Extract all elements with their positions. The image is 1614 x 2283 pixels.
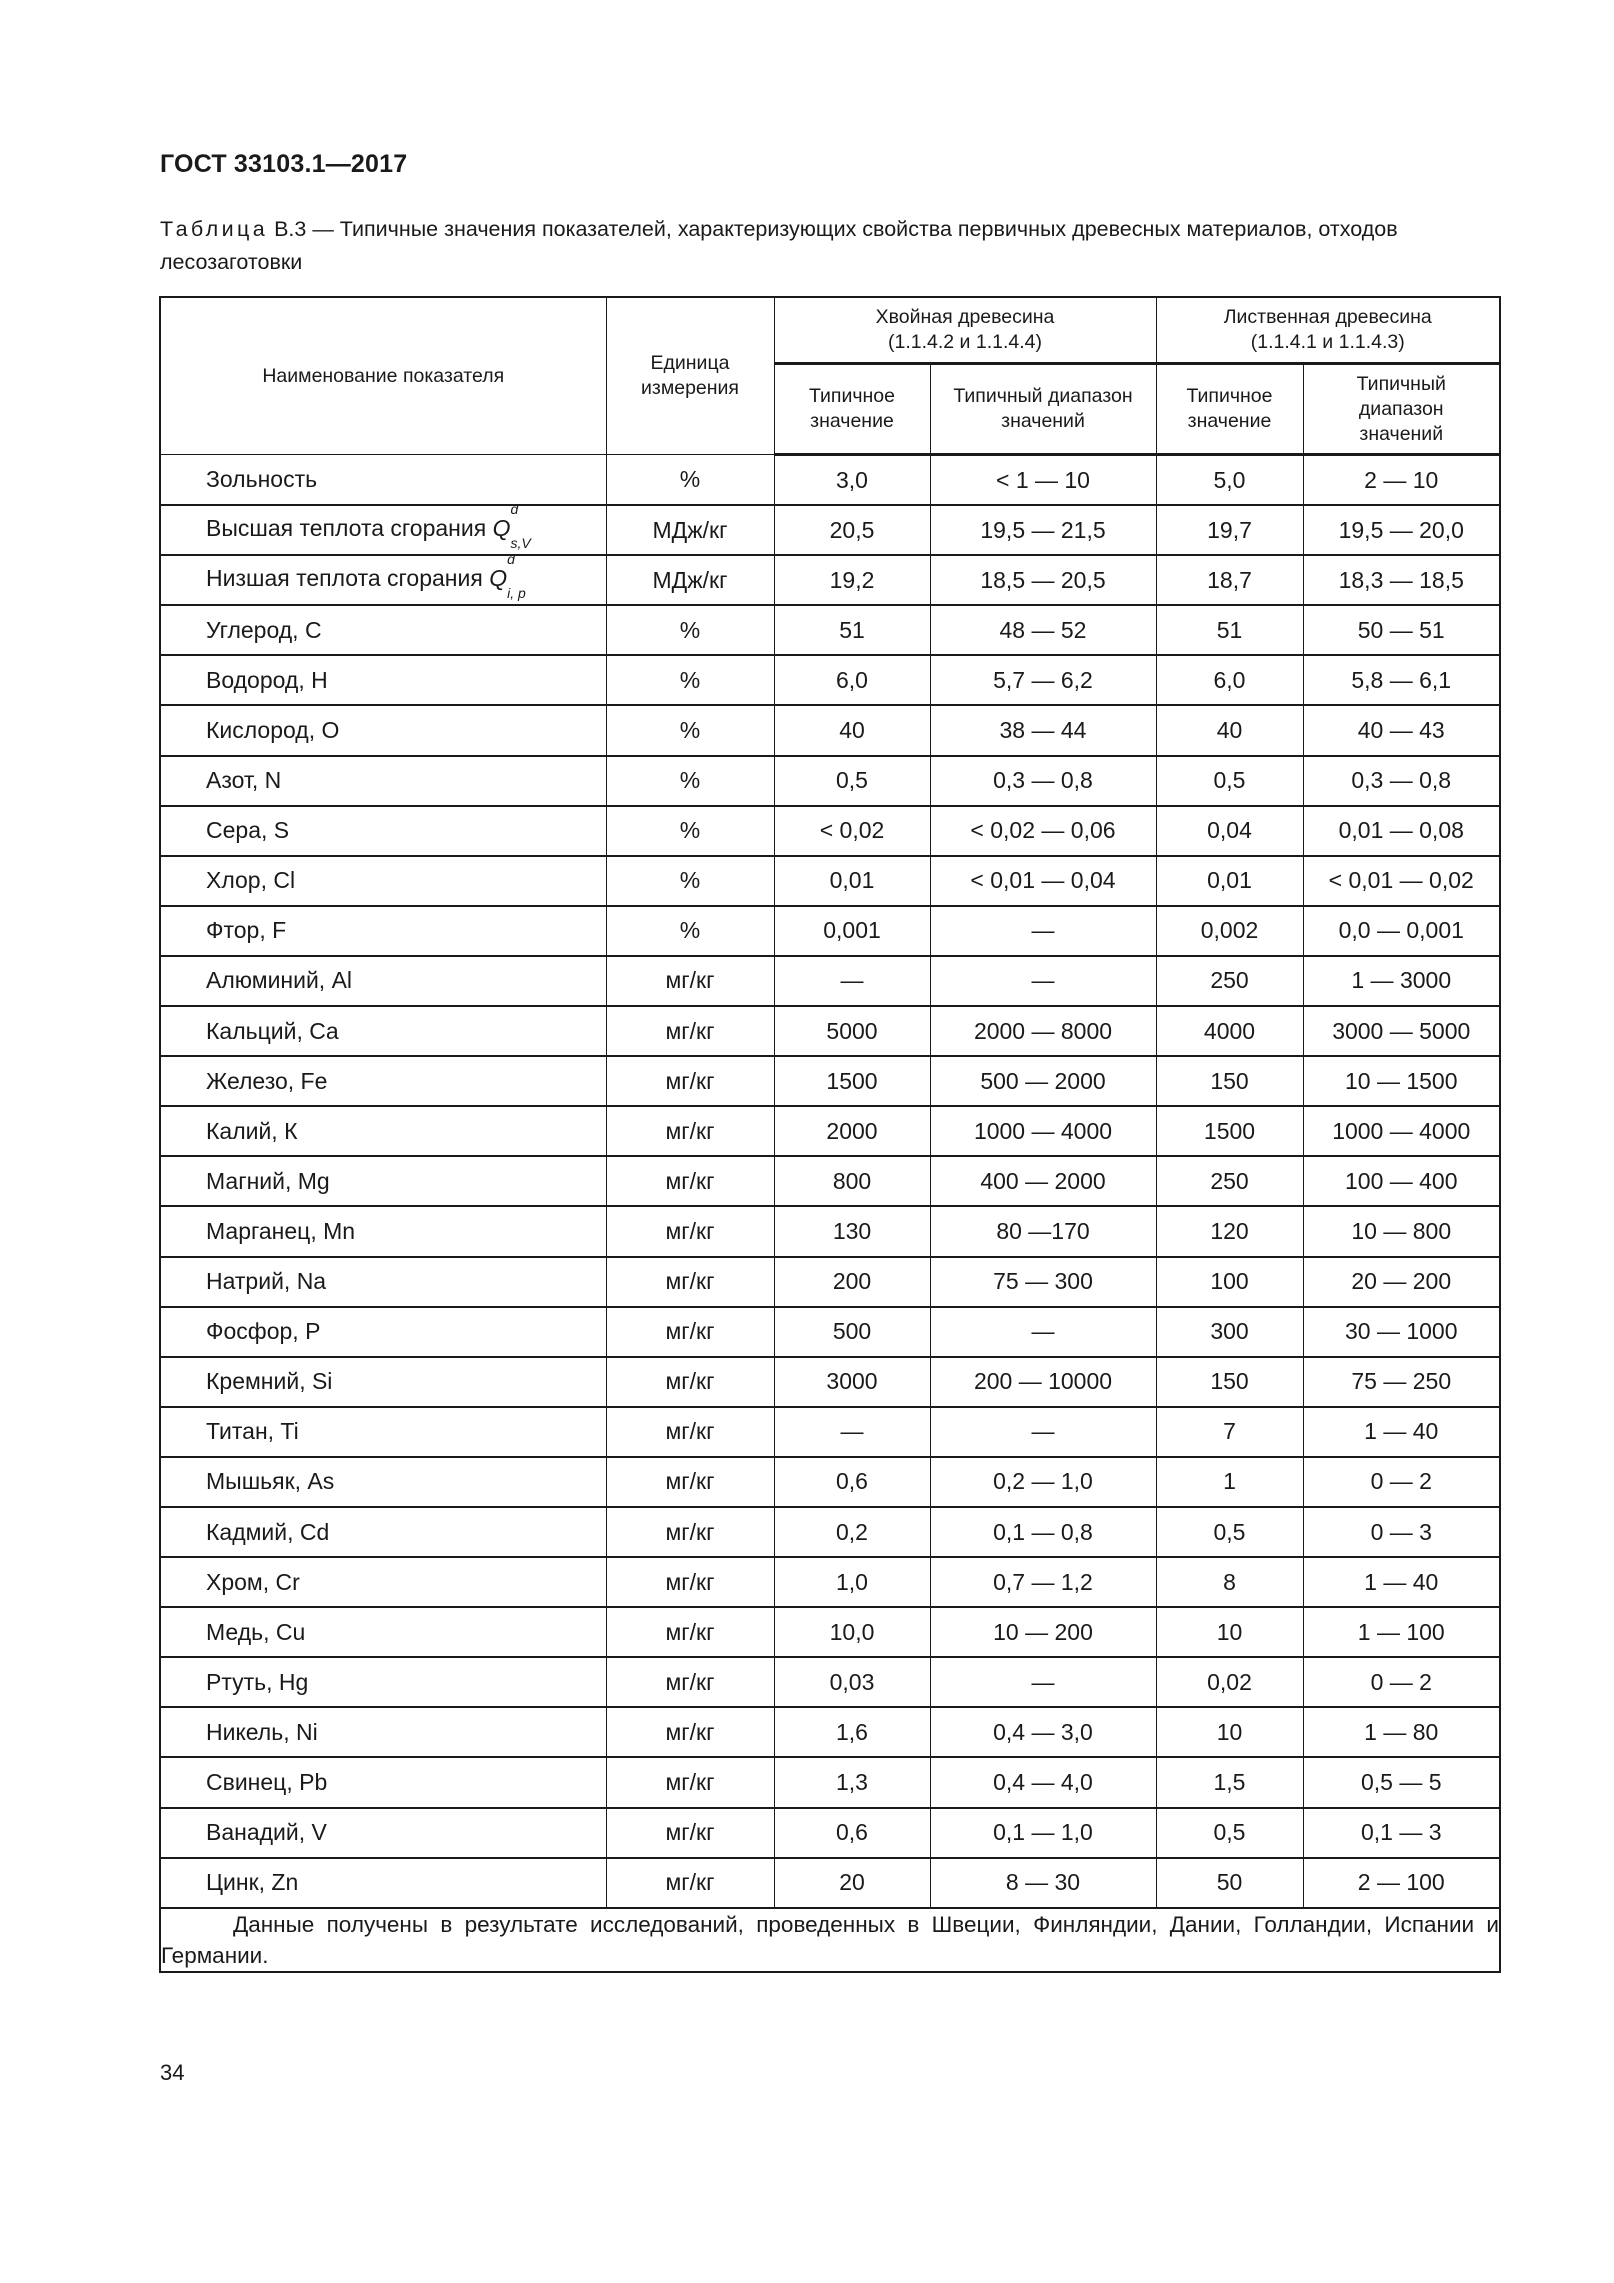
header-conifer-typical-value: Типичное значение (774, 364, 930, 455)
header-conifer: Хвойная древесина (1.1.4.2 и 1.1.4.4) (774, 297, 1156, 364)
header-unit: Единица измерения (606, 297, 774, 455)
cell-conifer-range: 8 — 30 (930, 1858, 1156, 1908)
document-code: ГОСТ 33103.1—2017 (160, 150, 408, 178)
cell-conifer-value: — (774, 956, 930, 1006)
cell-indicator-name: Кремний, Si (160, 1357, 606, 1407)
cell-indicator-name: Азот, N (160, 756, 606, 806)
cell-indicator-name: Никель, Ni (160, 1707, 606, 1757)
cell-conifer-range: — (930, 1407, 1156, 1457)
cell-deciduous-range: 3000 — 5000 (1303, 1006, 1500, 1056)
cell-deciduous-value: 0,04 (1156, 806, 1303, 856)
cell-conifer-value: 3,0 (774, 455, 930, 506)
table-row (160, 1557, 1500, 1607)
table-row (160, 1307, 1500, 1357)
cell-conifer-range: — (930, 906, 1156, 956)
cell-deciduous-value: 5,0 (1156, 455, 1303, 506)
cell-conifer-range: 400 — 2000 (930, 1156, 1156, 1206)
cell-deciduous-range: 100 — 400 (1303, 1156, 1500, 1206)
cell-indicator-name: Кадмий, Cd (160, 1507, 606, 1557)
table-row (160, 1257, 1500, 1307)
cell-indicator-name: Кислород, O (160, 705, 606, 755)
cell-deciduous-value: 6,0 (1156, 655, 1303, 705)
cell-indicator-name: Зольность (160, 455, 606, 506)
cell-conifer-range: — (930, 1307, 1156, 1357)
cell-deciduous-range: 10 — 1500 (1303, 1056, 1500, 1106)
cell-indicator-name: Медь, Cu (160, 1607, 606, 1657)
table-row (160, 1757, 1500, 1807)
cell-conifer-value: 0,03 (774, 1657, 930, 1707)
cell-conifer-value: 1,3 (774, 1757, 930, 1807)
table-row (160, 1707, 1500, 1757)
cell-conifer-value: 5000 (774, 1006, 930, 1056)
cell-conifer-range: < 1 — 10 (930, 455, 1156, 506)
cell-conifer-range: 1000 — 4000 (930, 1106, 1156, 1156)
table-row (160, 1156, 1500, 1206)
cell-conifer-range: 500 — 2000 (930, 1056, 1156, 1106)
cell-deciduous-value: 18,7 (1156, 555, 1303, 605)
table-row (160, 1106, 1500, 1156)
cell-indicator-name: Марганец, Mn (160, 1206, 606, 1256)
cell-unit: мг/кг (606, 1607, 774, 1657)
cell-conifer-value: 10,0 (774, 1607, 930, 1657)
cell-conifer-value: 0,5 (774, 756, 930, 806)
table-row (160, 655, 1500, 705)
cell-deciduous-range: 1 — 3000 (1303, 956, 1500, 1006)
cell-deciduous-value: 0,5 (1156, 1507, 1303, 1557)
cell-deciduous-value: 100 (1156, 1257, 1303, 1307)
cell-conifer-value: 500 (774, 1307, 930, 1357)
page-number: 34 (160, 2060, 185, 2085)
cell-conifer-value: 1500 (774, 1056, 930, 1106)
cell-deciduous-value: 250 (1156, 1156, 1303, 1206)
cell-conifer-range: 0,1 — 1,0 (930, 1808, 1156, 1858)
cell-conifer-value: — (774, 1407, 930, 1457)
heat-value-symbol: Q d $_{i, p}$ (489, 551, 526, 602)
cell-deciduous-value: 1,5 (1156, 1757, 1303, 1807)
cell-deciduous-range: 50 — 51 (1303, 605, 1500, 655)
table-row (160, 1457, 1500, 1507)
cell-unit: мг/кг (606, 1858, 774, 1908)
cell-conifer-range: 75 — 300 (930, 1257, 1156, 1307)
cell-conifer-range: 48 — 52 (930, 605, 1156, 655)
cell-conifer-value: 20,5 (774, 505, 930, 555)
cell-unit: мг/кг (606, 956, 774, 1006)
cell-unit: мг/кг (606, 1707, 774, 1757)
cell-indicator-name: Хлор, Cl (160, 856, 606, 906)
cell-deciduous-value: 0,5 (1156, 756, 1303, 806)
cell-conifer-range: 38 — 44 (930, 705, 1156, 755)
cell-conifer-range: 80 —170 (930, 1206, 1156, 1256)
table-row (160, 1357, 1500, 1407)
cell-indicator-name: Высшая теплота сгорания Q d $_{s,V}$ (160, 505, 606, 555)
cell-conifer-range: 10 — 200 (930, 1607, 1156, 1657)
cell-conifer-value: < 0,02 (774, 806, 930, 856)
cell-deciduous-value: 120 (1156, 1206, 1303, 1256)
cell-unit: % (606, 605, 774, 655)
cell-unit: % (606, 806, 774, 856)
cell-unit: мг/кг (606, 1006, 774, 1056)
cell-conifer-value: 1,0 (774, 1557, 930, 1607)
cell-unit: мг/кг (606, 1407, 774, 1457)
cell-indicator-name: Калий, К (160, 1106, 606, 1156)
caption-text: В.3 — Типичные значения показателей, характеризующих свойства первичных древесных материалов, отходов лесозаготовки (160, 217, 1398, 274)
cell-unit: МДж/кг (606, 505, 774, 555)
cell-conifer-value: 1,6 (774, 1707, 930, 1757)
cell-conifer-range: 18,5 — 20,5 (930, 555, 1156, 605)
cell-unit: мг/кг (606, 1307, 774, 1357)
table-row (160, 605, 1500, 655)
cell-deciduous-value: 7 (1156, 1407, 1303, 1457)
cell-deciduous-value: 0,02 (1156, 1657, 1303, 1707)
cell-indicator-name: Алюминий, Al (160, 956, 606, 1006)
cell-unit: мг/кг (606, 1056, 774, 1106)
cell-deciduous-range: 1 — 40 (1303, 1407, 1500, 1457)
table-row (160, 806, 1500, 856)
table-row (160, 1507, 1500, 1557)
cell-conifer-range: 200 — 10000 (930, 1357, 1156, 1407)
cell-deciduous-range: 0,1 — 3 (1303, 1808, 1500, 1858)
table-caption (160, 213, 1500, 279)
cell-indicator-name: Сера, S (160, 806, 606, 856)
caption-label: Таблица (160, 217, 269, 241)
cell-deciduous-range: 20 — 200 (1303, 1257, 1500, 1307)
cell-deciduous-value: 40 (1156, 705, 1303, 755)
cell-deciduous-value: 51 (1156, 605, 1303, 655)
cell-deciduous-range: 10 — 800 (1303, 1206, 1500, 1256)
cell-unit: % (606, 856, 774, 906)
cell-conifer-value: 19,2 (774, 555, 930, 605)
cell-conifer-range: 0,4 — 3,0 (930, 1707, 1156, 1757)
cell-deciduous-range: 1 — 80 (1303, 1707, 1500, 1757)
cell-deciduous-range: 0,5 — 5 (1303, 1757, 1500, 1807)
cell-deciduous-range: 2 — 100 (1303, 1858, 1500, 1908)
cell-conifer-value: 200 (774, 1257, 930, 1307)
cell-deciduous-range: 18,3 — 18,5 (1303, 555, 1500, 605)
cell-indicator-name: Фосфор, P (160, 1307, 606, 1357)
cell-unit: мг/кг (606, 1156, 774, 1206)
table-body (160, 455, 1500, 1908)
cell-indicator-name: Кальций, Ca (160, 1006, 606, 1056)
cell-unit: мг/кг (606, 1357, 774, 1407)
table-row (160, 705, 1500, 755)
table-row (160, 1407, 1500, 1457)
cell-indicator-name: Углерод, C (160, 605, 606, 655)
cell-conifer-range: < 0,02 — 0,06 (930, 806, 1156, 856)
cell-indicator-name: Титан, Ti (160, 1407, 606, 1457)
cell-deciduous-range: 0,0 — 0,001 (1303, 906, 1500, 956)
table-row (160, 906, 1500, 956)
cell-conifer-range: < 0,01 — 0,04 (930, 856, 1156, 906)
header-deciduous: Лиственная древесина (1.1.4.1 и 1.1.4.3) (1156, 297, 1500, 364)
cell-deciduous-value: 1 (1156, 1457, 1303, 1507)
cell-indicator-name: Свинец, Pb (160, 1757, 606, 1807)
cell-unit: мг/кг (606, 1657, 774, 1707)
cell-conifer-value: 6,0 (774, 655, 930, 705)
cell-conifer-range: 0,7 — 1,2 (930, 1557, 1156, 1607)
cell-deciduous-range: 1 — 40 (1303, 1557, 1500, 1607)
cell-unit: мг/кг (606, 1557, 774, 1607)
table-row (160, 856, 1500, 906)
table-row (160, 455, 1500, 506)
cell-deciduous-value: 10 (1156, 1607, 1303, 1657)
cell-conifer-range: — (930, 956, 1156, 1006)
cell-conifer-value: 0,001 (774, 906, 930, 956)
cell-unit: мг/кг (606, 1257, 774, 1307)
cell-unit: % (606, 906, 774, 956)
cell-deciduous-range: 30 — 1000 (1303, 1307, 1500, 1357)
cell-deciduous-range: 1 — 100 (1303, 1607, 1500, 1657)
cell-indicator-name: Натрий, Na (160, 1257, 606, 1307)
cell-deciduous-range: 0,3 — 0,8 (1303, 756, 1500, 806)
table-row (160, 1206, 1500, 1256)
cell-conifer-value: 800 (774, 1156, 930, 1206)
cell-deciduous-value: 300 (1156, 1307, 1303, 1357)
header-conifer-typical-range: Типичный диапазон значений (930, 364, 1156, 455)
cell-conifer-range: 0,1 — 0,8 (930, 1507, 1156, 1557)
cell-deciduous-value: 0,5 (1156, 1808, 1303, 1858)
cell-conifer-value: 40 (774, 705, 930, 755)
table-row (160, 1808, 1500, 1858)
cell-unit: мг/кг (606, 1507, 774, 1557)
cell-conifer-value: 0,2 (774, 1507, 930, 1557)
cell-conifer-value: 51 (774, 605, 930, 655)
heat-value-symbol: Q d $_{s,V}$ (492, 501, 531, 551)
cell-deciduous-value: 150 (1156, 1056, 1303, 1106)
cell-deciduous-range: 5,8 — 6,1 (1303, 655, 1500, 705)
cell-deciduous-value: 0,002 (1156, 906, 1303, 956)
cell-indicator-name: Водород, H (160, 655, 606, 705)
cell-conifer-range: 0,2 — 1,0 (930, 1457, 1156, 1507)
table-row (160, 1056, 1500, 1106)
cell-deciduous-value: 0,01 (1156, 856, 1303, 906)
cell-indicator-name: Железо, Fe (160, 1056, 606, 1106)
cell-deciduous-range: 40 — 43 (1303, 705, 1500, 755)
cell-indicator-name: Мышьяк, As (160, 1457, 606, 1507)
cell-deciduous-range: 0 — 3 (1303, 1507, 1500, 1557)
cell-conifer-range: 0,4 — 4,0 (930, 1757, 1156, 1807)
note-text: Данные получены в результате исследований, проведенных в Швеции, Финляндии, Дании, Голландии, Испании и Германии. (161, 1911, 1499, 1968)
cell-deciduous-range: < 0,01 — 0,02 (1303, 856, 1500, 906)
table-row (160, 1006, 1500, 1056)
cell-unit: % (606, 455, 774, 506)
cell-conifer-value: 20 (774, 1858, 930, 1908)
cell-conifer-value: 130 (774, 1206, 930, 1256)
cell-conifer-range: 19,5 — 21,5 (930, 505, 1156, 555)
cell-deciduous-range: 2 — 10 (1303, 455, 1500, 506)
table-note (160, 1908, 1500, 1972)
table-row (160, 555, 1500, 605)
properties-table (159, 296, 1501, 1973)
cell-deciduous-range: 0 — 2 (1303, 1657, 1500, 1707)
cell-indicator-name: Цинк, Zn (160, 1858, 606, 1908)
cell-indicator-name: Низшая теплота сгорания Q d $_{i, p}$ (160, 555, 606, 605)
cell-deciduous-range: 0,01 — 0,08 (1303, 806, 1500, 856)
cell-deciduous-range: 75 — 250 (1303, 1357, 1500, 1407)
cell-unit: % (606, 756, 774, 806)
cell-deciduous-value: 8 (1156, 1557, 1303, 1607)
cell-conifer-value: 3000 (774, 1357, 930, 1407)
table-row (160, 1607, 1500, 1657)
cell-unit: % (606, 705, 774, 755)
cell-indicator-name: Фтор, F (160, 906, 606, 956)
cell-conifer-range: 5,7 — 6,2 (930, 655, 1156, 705)
cell-conifer-range: 0,3 — 0,8 (930, 756, 1156, 806)
cell-conifer-range: — (930, 1657, 1156, 1707)
cell-deciduous-value: 4000 (1156, 1006, 1303, 1056)
header-deciduous-typical-range: Типичный диапазон значений (1303, 364, 1500, 455)
cell-deciduous-value: 50 (1156, 1858, 1303, 1908)
cell-indicator-name: Магний, Mg (160, 1156, 606, 1206)
table-row (160, 956, 1500, 1006)
cell-conifer-value: 0,6 (774, 1457, 930, 1507)
table-row (160, 1657, 1500, 1707)
cell-deciduous-value: 250 (1156, 956, 1303, 1006)
cell-unit: мг/кг (606, 1106, 774, 1156)
cell-conifer-range: 2000 — 8000 (930, 1006, 1156, 1056)
table-row (160, 756, 1500, 806)
table-row (160, 1858, 1500, 1908)
cell-deciduous-range: 1000 — 4000 (1303, 1106, 1500, 1156)
header-deciduous-typical-value: Типичное значение (1156, 364, 1303, 455)
cell-deciduous-value: 10 (1156, 1707, 1303, 1757)
cell-indicator-name: Хром, Cr (160, 1557, 606, 1607)
cell-unit: мг/кг (606, 1457, 774, 1507)
cell-deciduous-value: 1500 (1156, 1106, 1303, 1156)
cell-deciduous-range: 0 — 2 (1303, 1457, 1500, 1507)
table-row (160, 505, 1500, 555)
cell-deciduous-value: 150 (1156, 1357, 1303, 1407)
cell-unit: % (606, 655, 774, 705)
cell-deciduous-value: 19,7 (1156, 505, 1303, 555)
cell-unit: мг/кг (606, 1757, 774, 1807)
header-name: Наименование показателя (160, 297, 606, 455)
cell-indicator-name: Ванадий, V (160, 1808, 606, 1858)
cell-conifer-value: 0,6 (774, 1808, 930, 1858)
cell-deciduous-range: 19,5 — 20,0 (1303, 505, 1500, 555)
cell-conifer-value: 2000 (774, 1106, 930, 1156)
cell-indicator-name: Ртуть, Hg (160, 1657, 606, 1707)
cell-unit: МДж/кг (606, 555, 774, 605)
cell-unit: мг/кг (606, 1206, 774, 1256)
cell-conifer-value: 0,01 (774, 856, 930, 906)
cell-unit: мг/кг (606, 1808, 774, 1858)
